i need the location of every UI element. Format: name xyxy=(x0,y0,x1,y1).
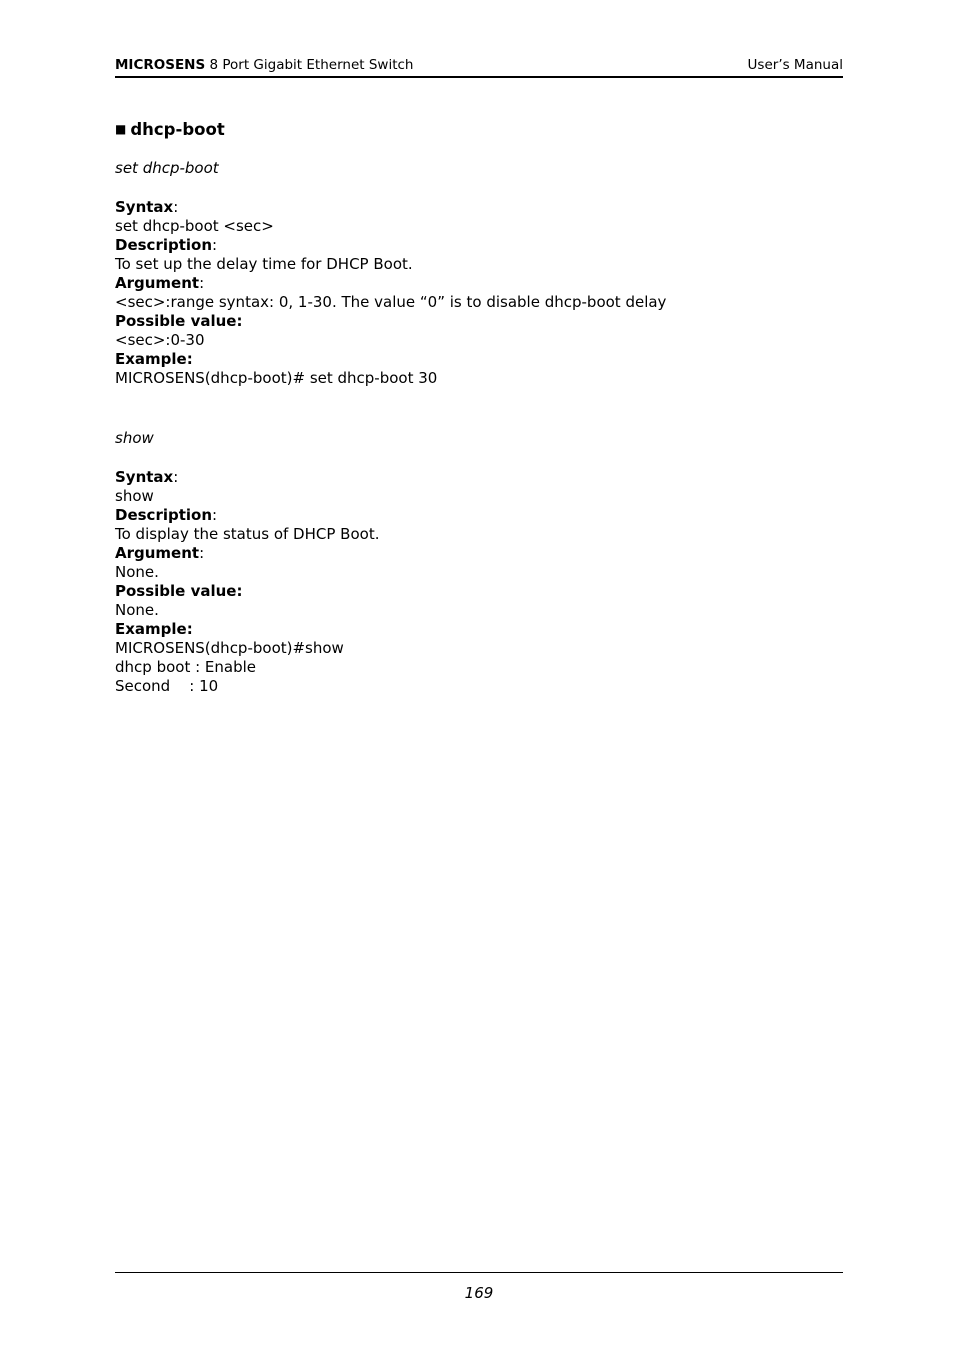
cmd2-example-line: MICROSENS(dhcp-boot)#show xyxy=(115,639,344,657)
cmd2-argument: None. xyxy=(115,563,159,581)
cmd1-argument-label: Argument: xyxy=(115,274,205,292)
page-header xyxy=(115,57,843,78)
cmd2-argument-label: Argument: xyxy=(115,544,205,562)
footer-divider xyxy=(115,1272,843,1273)
cmd1-example-label: Example: xyxy=(115,350,193,368)
cmd2-possible: None. xyxy=(115,601,159,619)
cmd2-example-label: Example: xyxy=(115,620,193,638)
cmd1-syntax: set dhcp-boot <sec> xyxy=(115,217,274,235)
cmd1-argument: <sec>:range syntax: 0, 1-30. The value “0” is to disable dhcp-boot delay xyxy=(115,293,667,311)
cmd2-name: show xyxy=(115,429,154,447)
header-product: 8 Port Gigabit Ethernet Switch xyxy=(205,57,414,73)
cmd1-name: set dhcp-boot xyxy=(115,159,219,177)
section-title xyxy=(115,119,843,139)
cmd1-possible: <sec>:0-30 xyxy=(115,331,205,349)
cmd2-description-label: Description: xyxy=(115,506,218,524)
page-content xyxy=(115,119,843,696)
cmd1-syntax-label: Syntax: xyxy=(115,198,179,216)
cmd1-description: To set up the delay time for DHCP Boot. xyxy=(115,255,413,273)
cmd1-example: MICROSENS(dhcp-boot)# set dhcp-boot 30 xyxy=(115,369,438,387)
cmd1-possible-label: Possible value: xyxy=(115,312,243,330)
cmd2-example-line: Second : 10 xyxy=(115,677,219,695)
cmd1-description-label: Description: xyxy=(115,236,218,254)
square-bullet-icon: ■ xyxy=(115,122,127,136)
section-title-text: dhcp-boot xyxy=(130,120,225,139)
cmd2-description: To display the status of DHCP Boot. xyxy=(115,525,380,543)
cmd2-syntax: show xyxy=(115,487,154,505)
header-title xyxy=(115,57,413,73)
page-number: 169 xyxy=(464,1284,494,1302)
header-manual: User’s Manual xyxy=(747,57,843,73)
cmd2-possible-label: Possible value: xyxy=(115,582,243,600)
cmd2-syntax-label: Syntax: xyxy=(115,468,179,486)
header-brand: MICROSENS xyxy=(115,57,206,73)
cmd2-example-line: dhcp boot : Enable xyxy=(115,658,257,676)
